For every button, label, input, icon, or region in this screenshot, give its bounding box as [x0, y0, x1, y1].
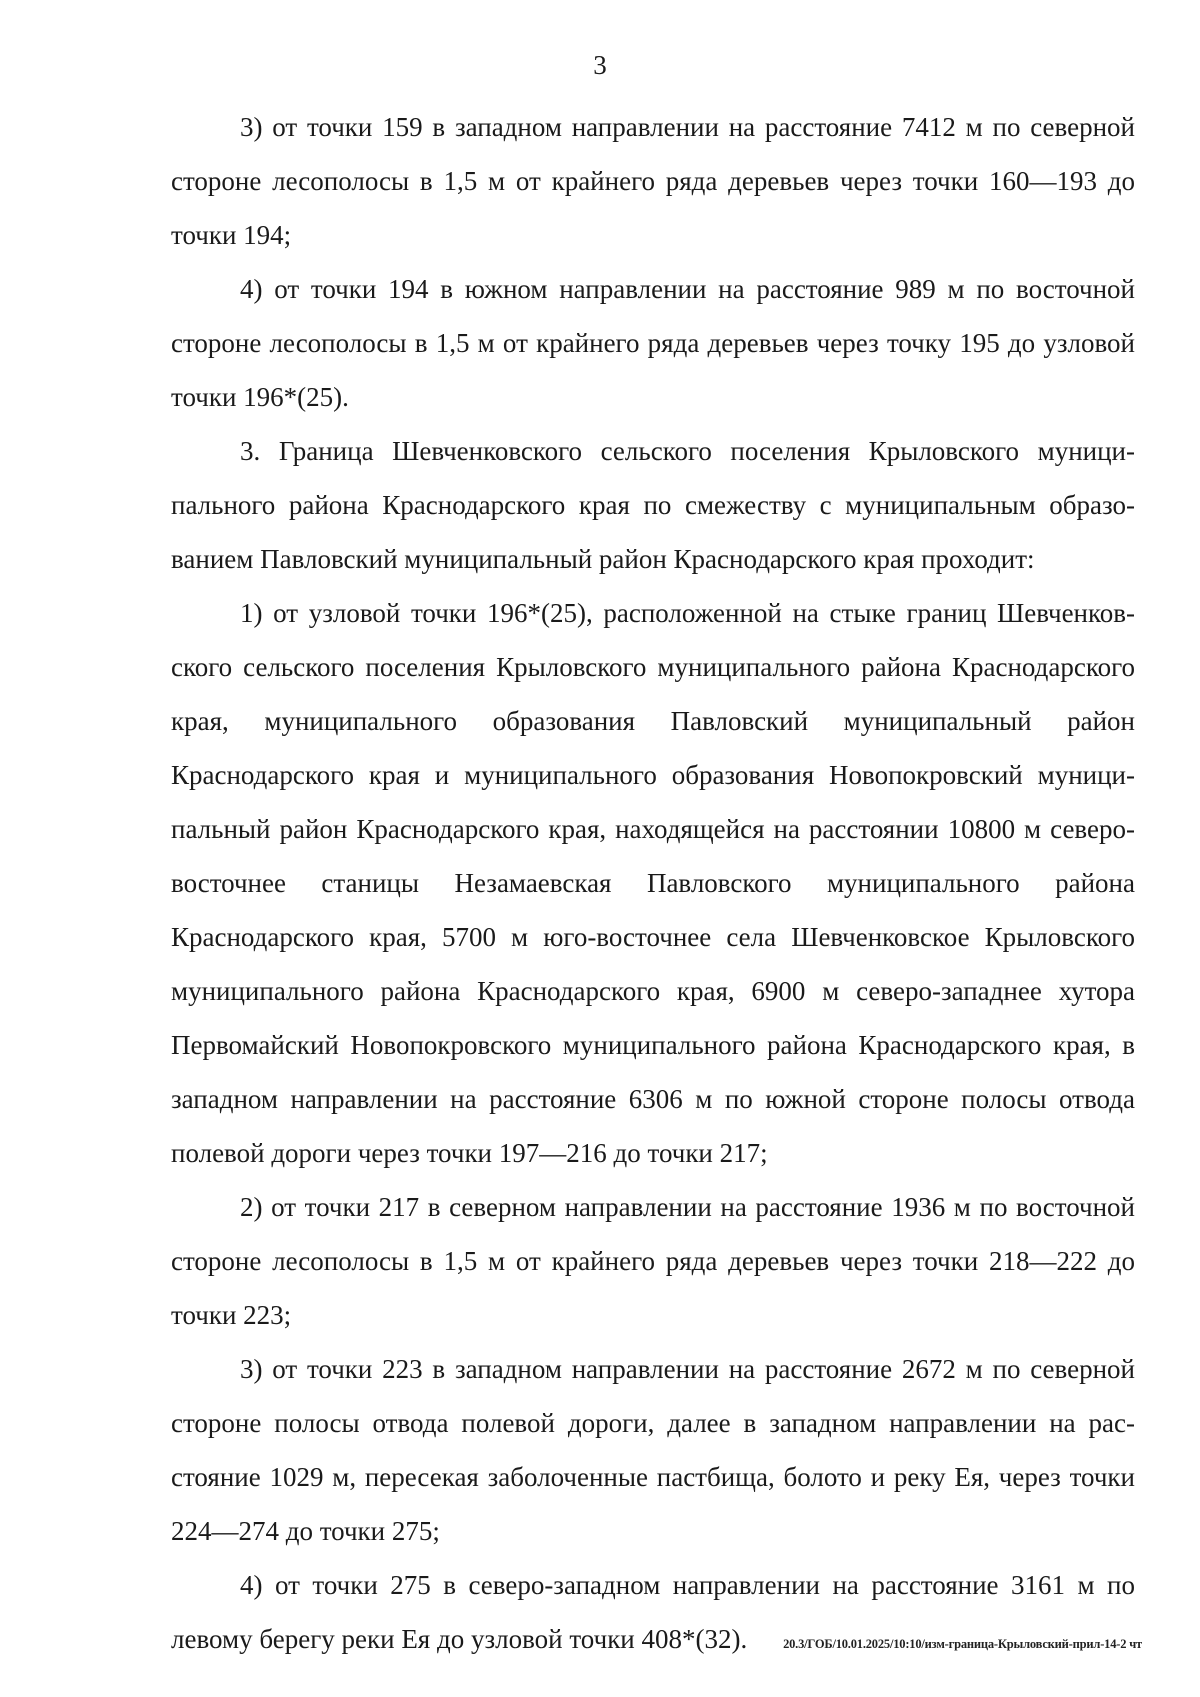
- section-3-heading-paragraph: 3. Граница Шевченковского сельского поселения Крыловского муниципального района Краснодарского края по смежеству с муниципальным образованием Павловский муниципальный район Краснодарского края проходит:: [171, 436, 1135, 574]
- paragraph-point-223: 3) от точки 223 в западном направлении на расстояние 2672 м по северной стороне полосы отвода полевой дороги, далее в западном направлении на расстояние 1029 м, пересекая заболоченные пастбища, болото и реку Ея, через точки 224—274 до точки 275;: [171, 1354, 1135, 1546]
- document-footer-code: 20.3/ГОБ/10.01.2025/10:10/изм-граница-Крыловский-прил-14-2 чт: [783, 1637, 1142, 1651]
- document-body: [171, 100, 1135, 1666]
- paragraph-point-159: 3) от точки 159 в западном направлении на расстояние 7412 м по северной стороне лесополосы в 1,5 м от крайнего ряда деревьев через точки 160—193 до точки 194;: [171, 112, 1135, 250]
- page-number: 3: [593, 50, 607, 80]
- paragraph-point-217: 2) от точки 217 в северном направлении на расстояние 1936 м по восточной стороне лесополосы в 1,5 м от крайнего ряда деревьев через точки 218—222 до точки 223;: [171, 1192, 1135, 1330]
- paragraph-point-275: 4) от точки 275 в северо-западном направлении на расстояние 3161 м по левому берегу реки Ея до узловой точки 408*(32).: [171, 1570, 1135, 1654]
- paragraph-point-194: 4) от точки 194 в южном направлении на расстояние 989 м по восточной стороне лесополосы в 1,5 м от крайнего ряда деревьев через точку 195 до узловой точки 196*(25).: [171, 274, 1135, 412]
- paragraph-point-196: 1) от узловой точки 196*(25), расположенной на стыке границ Шевченковского сельского поселения Крыловского муниципального района Краснодарского края, муниципального образования Павловский муниципальный район Краснодарского края и муниципального образования Новопокровский муниципальный район Краснодарского края, находящейся на расстоянии 10800 м северо-восточнее станицы Незамаевская Павловского муниципального района Краснодарского края, 5700 м юго-восточнее села Шевченковское Крыловского муниципального района Краснодарского края, 6900 м северо-западнее хутора Первомайский Новопокровского муниципального района Краснодарского края, в западном направлении на расстояние 6306 м по южной стороне полосы отвода полевой дороги через точки 197—216 до точки 217;: [171, 598, 1135, 1168]
